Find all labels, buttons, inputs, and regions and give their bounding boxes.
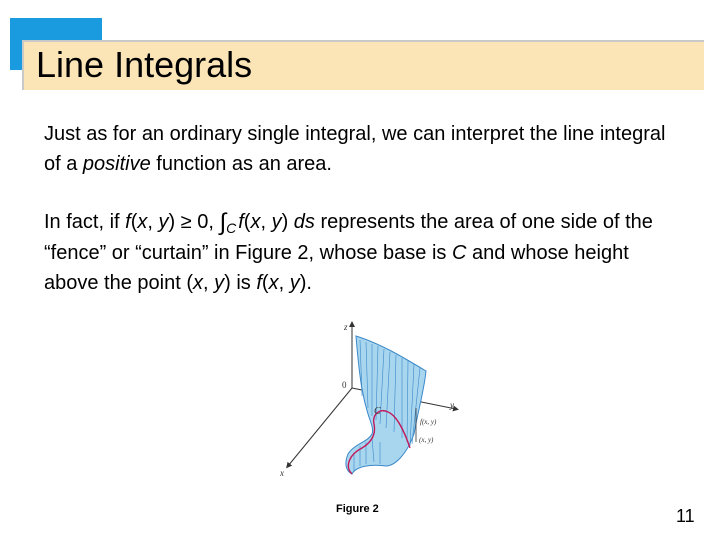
paragraph-fence: In fact, if f(x, y) ≥ 0, $\int_C$ f(x, y) ds represents the area of one side of the “fence” or “curtain” in Figure 2, whose base is C and whose height above the point (x, y) is f(x, y). [44,209,653,294]
point-label: (x, y) [419,436,434,444]
y-axis-label: y [450,400,454,410]
integral-sign: ∫ [219,209,227,236]
figure-caption: Figure 2 [336,503,379,515]
x-axis-label: x [280,468,284,478]
page-number: 11 [676,506,695,526]
paragraph-intro: Just as for an ordinary single integral, we can interpret the line integral of a positive function as an area. [44,123,666,175]
slide-title: Line Integrals [36,44,253,85]
z-axis-label: z [344,322,348,332]
curtain-surface [346,336,426,474]
x-axis [288,388,352,466]
curve-label: C [374,406,381,417]
figure-fence-curtain [276,316,476,496]
height-label: f(x, y) [420,418,437,426]
origin-label: 0 [342,380,347,390]
